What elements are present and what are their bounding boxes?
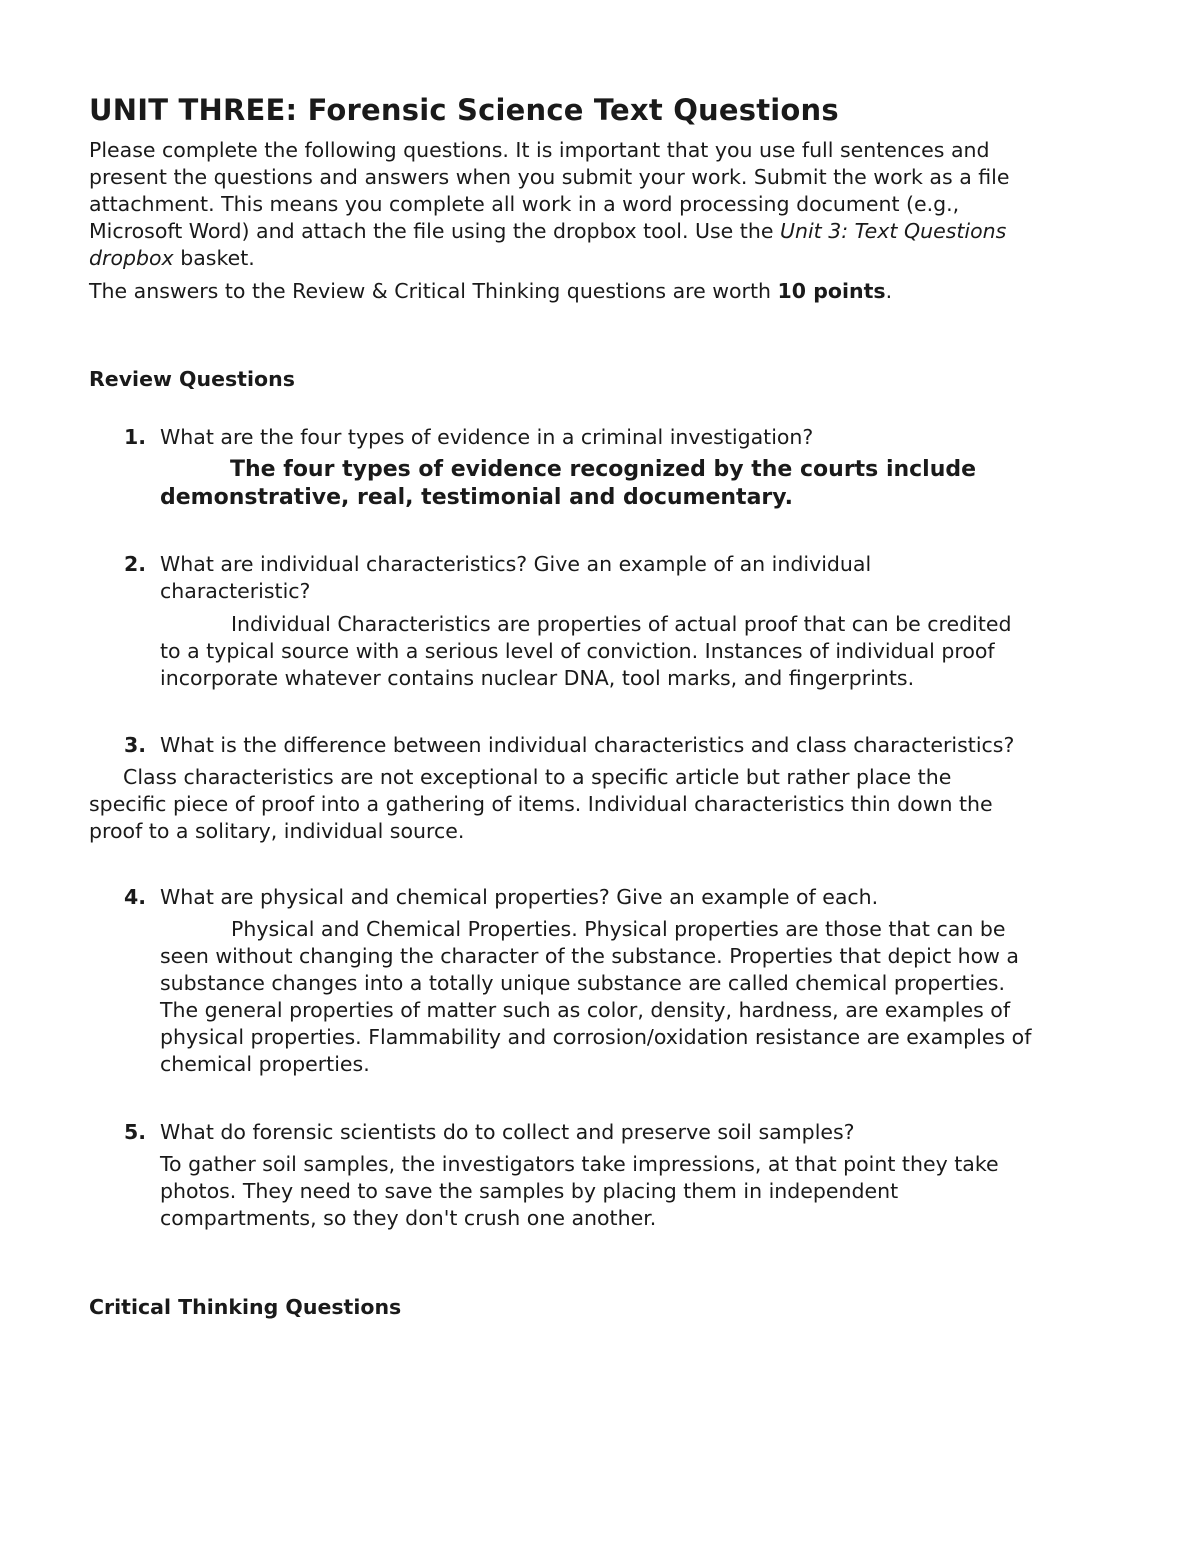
points-value: 10 points	[777, 279, 886, 303]
question-text: What are the four types of evidence in a criminal investigation?	[160, 425, 814, 449]
answer-text: Individual Characteristics are properties of actual proof that can be credited to a typical source with a serious level of conviction. Instances of individual proof incorporate whatever contains nuclear DNA, tool marks, and fingerprints.	[160, 612, 1012, 690]
question-number: 5.	[124, 1120, 147, 1144]
points-line	[89, 278, 892, 305]
page-title: UNIT THREE: Forensic Science Text Questions	[89, 93, 839, 127]
dropbox-name: Unit 3: Text Questions dropbox	[89, 219, 1007, 270]
review-questions-heading: Review Questions	[89, 367, 295, 391]
points-text: The answers to the Review & Critical Thinking questions are worth	[89, 279, 778, 303]
intro-text-end: basket.	[173, 246, 255, 270]
question-text: What are physical and chemical properties? Give an example of each.	[160, 885, 879, 909]
question-text: What is the difference between individual characteristics and class characteristics?	[160, 733, 1015, 757]
question-number: 3.	[124, 733, 147, 757]
intro-paragraph	[89, 137, 1039, 272]
question-text: What are individual characteristics? Give an example of an individual characteristic?	[160, 552, 872, 603]
intro-text: Please complete the following questions. It is important that you use full sentences and present the questions and answers when you submit your work. Submit the work as a file attachment. This means you complete all work in a word processing document (e.g., Microsoft Word) and attach the file using the dropbox tool. Use the	[89, 138, 1010, 243]
question-number: 2.	[124, 552, 147, 576]
question-text: What do forensic scientists do to collect and preserve soil samples?	[160, 1120, 855, 1144]
question-number: 4.	[124, 885, 147, 909]
answer-text: Class characteristics are not exceptional to a specific article but rather place the specific piece of proof into a gathering of items. Individual characteristics thin down the proof to a solitary, individual source.	[89, 765, 993, 843]
critical-thinking-heading: Critical Thinking Questions	[89, 1295, 402, 1319]
answer-text: Physical and Chemical Properties. Physical properties are those that can be seen without changing the character of the substance. Properties that depict how a substance changes into a totally unique substance are called chemical properties. The general properties of matter such as color, density, hardness, are examples of physical properties. Flammability and corrosion/oxidation resistance are examples of chemical properties.	[160, 917, 1032, 1076]
question-number: 1.	[124, 425, 147, 449]
answer-text: To gather soil samples, the investigators take impressions, at that point they take photos. They need to save the samples by placing them in independent compartments, so they don't crush one another.	[160, 1152, 999, 1230]
answer-text: The four types of evidence recognized by the courts include demonstrative, real, testimonial and documentary.	[160, 457, 977, 510]
points-text-end: .	[885, 279, 893, 303]
